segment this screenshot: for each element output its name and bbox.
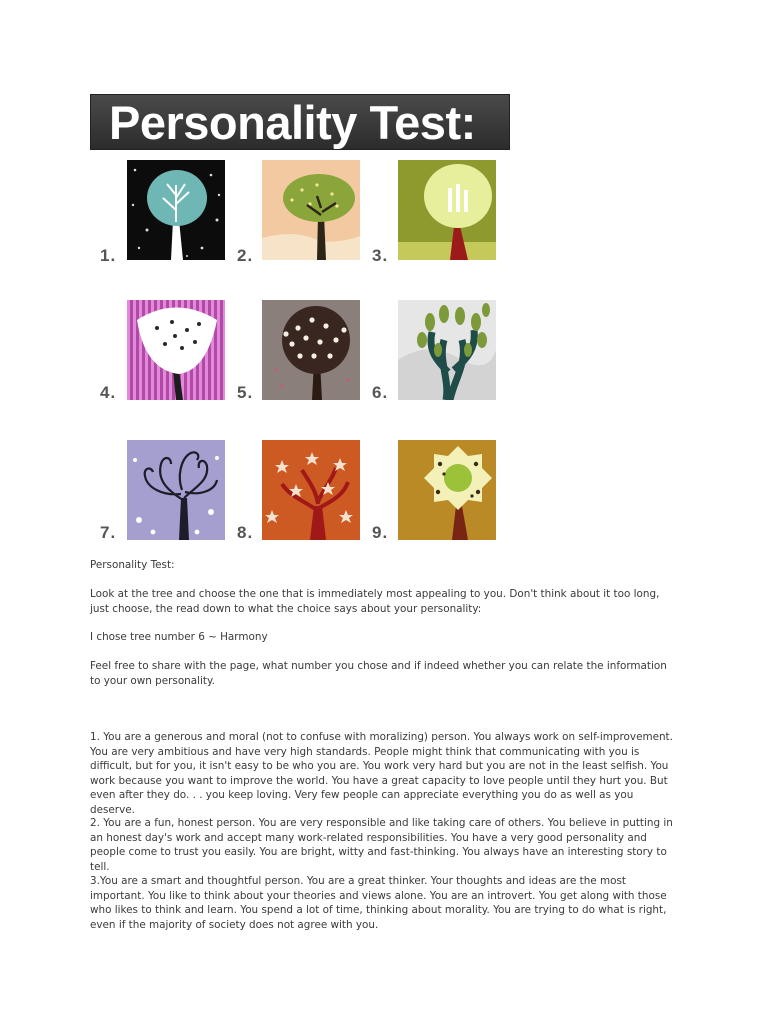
tree-number-7: 7. <box>100 523 117 542</box>
tree-image-3[interactable] <box>398 160 496 260</box>
tree-number-3: 3. <box>372 246 389 265</box>
tree-image-8[interactable] <box>262 440 360 540</box>
text-heading: Personality Test: <box>90 559 175 571</box>
intro-paragraph: Look at the tree and choose the one that is immediately most appealing to you. Don't think about it too long, just choose, the read down to what the choice says about your personality: <box>90 588 660 615</box>
tree-image-1[interactable] <box>127 160 225 260</box>
tree-image-9[interactable] <box>398 440 496 540</box>
tree-number-4: 4. <box>100 383 117 402</box>
tree-2-description: 2. You are a fun, honest person. You are very responsible and like taking care of others. You believe in putting in an honest day's work and accept many work-related responsibilities. You have a very good personality and people come to trust you easily. You are bright, witty and fast-thinking. You always have an interesting story to tell. <box>90 817 673 873</box>
tree-number-1: 1. <box>100 246 117 265</box>
title-banner: Personality Test: <box>90 94 510 150</box>
share-paragraph: Feel free to share with the page, what number you chose and if indeed whether you can relate the information to your own personality. <box>90 660 667 687</box>
choice-line: I chose tree number 6 ~ Harmony <box>90 631 268 643</box>
tree-number-9: 9. <box>372 523 389 542</box>
tree-image-7[interactable] <box>127 440 225 540</box>
tree-number-8: 8. <box>237 523 254 542</box>
tree-number-2: 2. <box>237 246 254 265</box>
tree-image-6[interactable] <box>398 300 496 400</box>
tree-image-4[interactable] <box>127 300 225 400</box>
tree-3-description: 3.You are a smart and thoughtful person. You are a great thinker. Your thoughts and ideas are the most important. You like to think about your theories and views alone. You are an introvert. You get along with those who likes to think and learn. You spend a lot of time, thinking about morality. You are trying to do what is right, even if the majority of society does not agree with you. <box>90 875 667 931</box>
tree-image-2[interactable] <box>262 160 360 260</box>
tree-number-6: 6. <box>372 383 389 402</box>
tree-number-5: 5. <box>237 383 254 402</box>
tree-image-5[interactable] <box>262 300 360 400</box>
tree-1-description: 1. You are a generous and moral (not to confuse with moralizing) person. You always work on self-improvement. You are very ambitious and have very high standards. People might think that communicating with you is difficult, but for you, it isn't easy to be who you are. You work very hard but you are not in the least selfish. You work because you want to improve the world. You have a great capacity to love people until they hurt you. But even after they do. . . you keep loving. Very few people can appreciate everything you do as well as you deserve. <box>90 731 673 816</box>
